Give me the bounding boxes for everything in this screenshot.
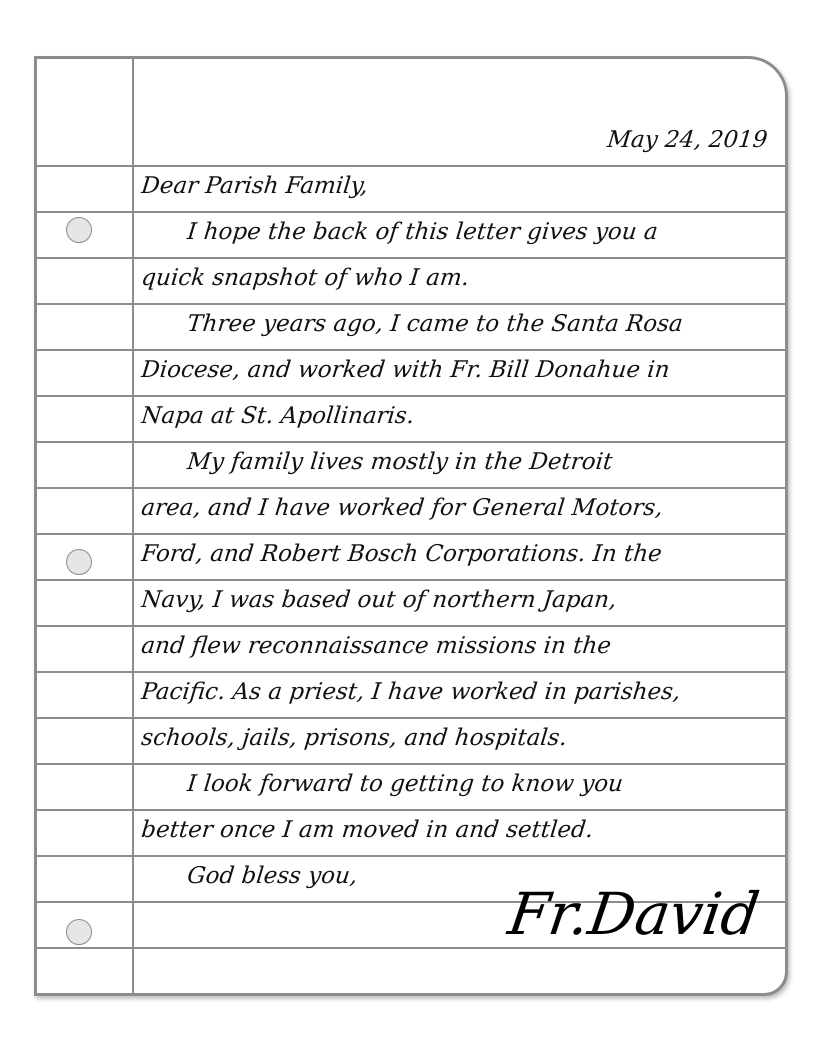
letter-line: Diocese, and worked with Fr. Bill Donahue in [140,357,671,383]
letter-line: better once I am moved in and settled. [140,817,595,843]
letter-line: Napa at St. Apollinaris. [140,403,416,429]
letter-line: I look forward to getting to know you [186,771,625,797]
letter-line: Three years ago, I came to the Santa Rosa [186,311,685,337]
letter-line: Ford, and Robert Bosch Corporations. In the [140,541,664,567]
letter-line: My family lives mostly in the Detroit [186,449,614,475]
binder-hole [66,549,92,575]
binder-hole [66,217,92,243]
closing: God bless you, [186,863,359,889]
letter-line: schools, jails, prisons, and hospitals. [140,725,569,751]
letter-line: Navy, I was based out of northern Japan, [140,587,618,613]
margin-line [132,59,134,993]
salutation: Dear Parish Family, [140,173,370,199]
letter-date: May 24, 2019 [606,127,769,153]
letter-line: quick snapshot of who I am. [140,265,471,291]
letter-line: I hope the back of this letter gives you a [186,219,660,245]
letter-line: area, and I have worked for General Motors, [140,495,665,521]
binder-hole [66,919,92,945]
letter-line: Pacific. As a priest, I have worked in parishes, [140,679,682,705]
letter-line: and flew reconnaissance missions in the [140,633,613,659]
notebook-paper [34,56,788,996]
signature: Fr.David [504,880,764,948]
